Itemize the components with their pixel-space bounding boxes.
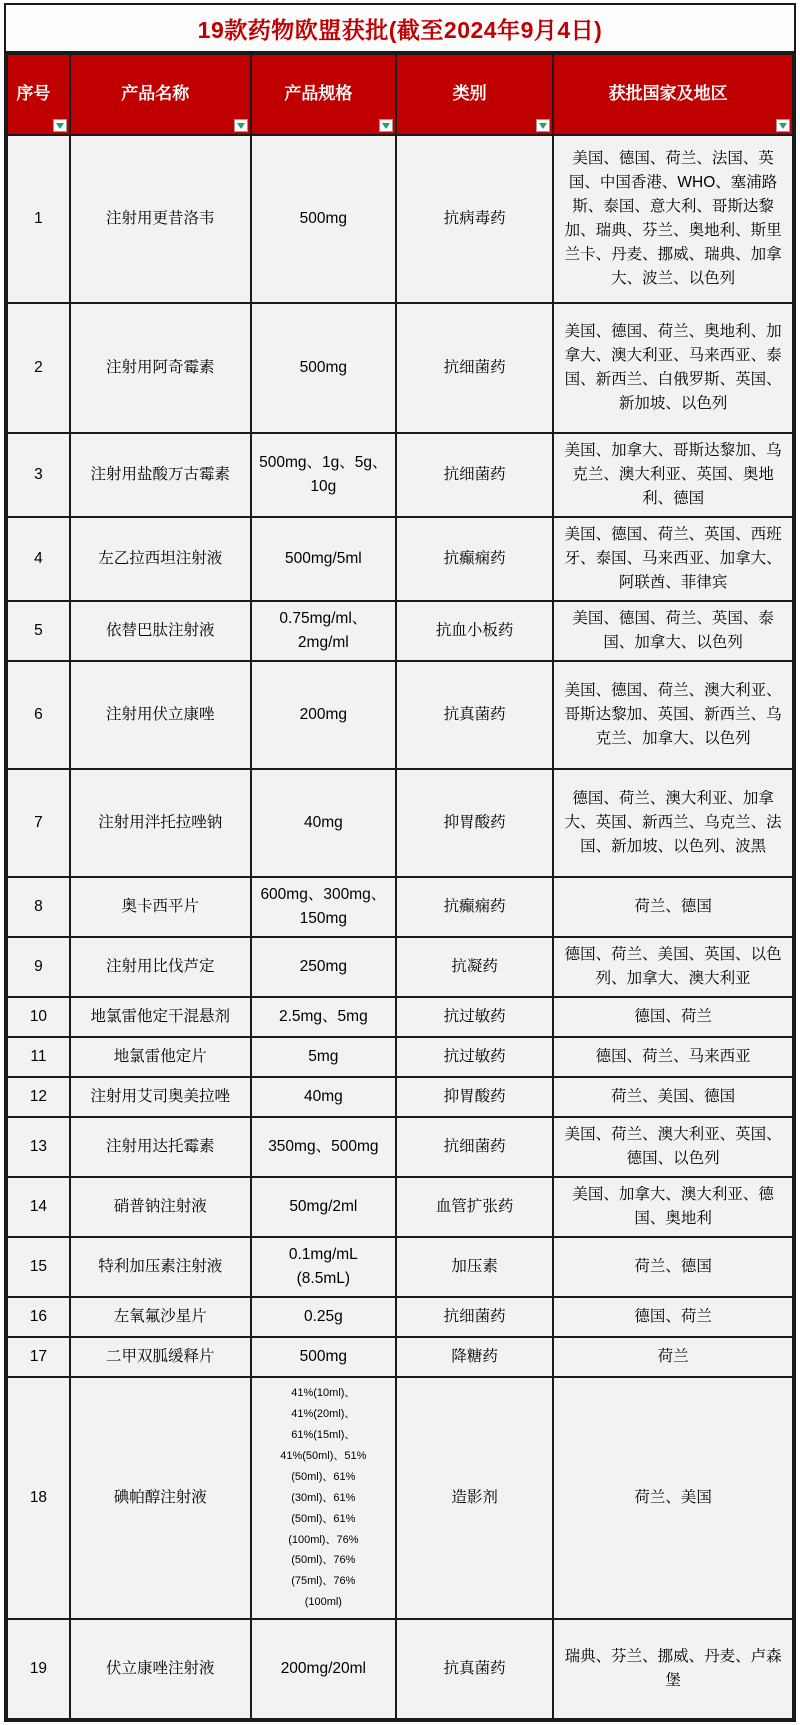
cell-regions: 荷兰、美国、德国 (553, 1077, 793, 1117)
cell-regions: 美国、加拿大、哥斯达黎加、乌克兰、澳大利亚、英国、奥地利、德国 (553, 433, 793, 517)
cell-category: 造影剂 (396, 1377, 553, 1619)
cell-product-spec: 0.75mg/ml、 2mg/ml (251, 601, 396, 661)
cell-regions: 德国、荷兰、澳大利亚、加拿大、英国、新西兰、乌克兰、法国、新加坡、以色列、波黑 (553, 769, 793, 877)
table-row (7, 1037, 793, 1077)
table-row (7, 997, 793, 1037)
cell-product-spec: 600mg、300mg、 150mg (251, 877, 396, 937)
cell-regions: 荷兰、德国 (553, 877, 793, 937)
table-row (7, 433, 793, 517)
cell-regions: 美国、荷兰、澳大利亚、英国、德国、以色列 (553, 1117, 793, 1177)
cell-category: 抗细菌药 (396, 433, 553, 517)
cell-category: 抗细菌药 (396, 1297, 553, 1337)
header-cell-regions (553, 54, 793, 135)
cell-product-name: 注射用盐酸万古霉素 (70, 433, 251, 517)
cell-product-spec: 500mg (251, 303, 396, 433)
cell-regions: 美国、德国、荷兰、法国、英国、中国香港、WHO、塞浦路斯、泰国、意大利、哥斯达黎加、瑞典、芬兰、奥地利、斯里兰卡、丹麦、挪威、瑞典、加拿大、波兰、以色列 (553, 135, 793, 303)
cell-product-name: 硝普钠注射液 (70, 1177, 251, 1237)
header-cell-name (70, 54, 251, 135)
cell-product-name: 地氯雷他定片 (70, 1037, 251, 1077)
cell-product-name: 注射用比伐芦定 (70, 937, 251, 997)
filter-dropdown-button[interactable] (234, 119, 248, 132)
cell-row-number: 1 (7, 135, 70, 303)
cell-category: 抗过敏药 (396, 1037, 553, 1077)
table-title: 19款药物欧盟获批(截至2024年9月4日) (197, 16, 603, 43)
table-title-band (6, 5, 794, 53)
cell-product-spec: 200mg/20ml (251, 1619, 396, 1719)
cell-product-name: 左氧氟沙星片 (70, 1297, 251, 1337)
cell-product-name: 奥卡西平片 (70, 877, 251, 937)
header-label-spec: 产品规格 (284, 84, 353, 103)
cell-product-spec: 2.5mg、5mg (251, 997, 396, 1037)
cell-category: 抗真菌药 (396, 1619, 553, 1719)
cell-row-number: 4 (7, 517, 70, 601)
cell-row-number: 16 (7, 1297, 70, 1337)
cell-category: 血管扩张药 (396, 1177, 553, 1237)
cell-product-name: 左乙拉西坦注射液 (70, 517, 251, 601)
table-row (7, 769, 793, 877)
cell-regions: 德国、荷兰、马来西亚 (553, 1037, 793, 1077)
cell-regions: 荷兰 (553, 1337, 793, 1377)
cell-regions: 瑞典、芬兰、挪威、丹麦、卢森堡 (553, 1619, 793, 1719)
drug-approval-table (4, 3, 796, 1722)
cell-regions: 美国、加拿大、澳大利亚、德国、奥地利 (553, 1177, 793, 1237)
table-row (7, 303, 793, 433)
header-cell-spec (251, 54, 396, 135)
filter-arrow-icon (779, 123, 787, 129)
table-row (7, 1237, 793, 1297)
filter-dropdown-button[interactable] (53, 119, 67, 132)
cell-product-spec: 50mg/2ml (251, 1177, 396, 1237)
cell-category: 抑胃酸药 (396, 769, 553, 877)
cell-row-number: 7 (7, 769, 70, 877)
cell-product-name: 地氯雷他定干混悬剂 (70, 997, 251, 1037)
cell-row-number: 8 (7, 877, 70, 937)
table-row (7, 937, 793, 997)
cell-product-spec: 40mg (251, 1077, 396, 1117)
cell-product-name: 依替巴肽注射液 (70, 601, 251, 661)
cell-row-number: 6 (7, 661, 70, 769)
cell-row-number: 3 (7, 433, 70, 517)
cell-category: 抗癫痫药 (396, 517, 553, 601)
cell-regions: 美国、德国、荷兰、奥地利、加拿大、澳大利亚、马来西亚、泰国、新西兰、白俄罗斯、英国、新加坡、以色列 (553, 303, 793, 433)
cell-regions: 美国、德国、荷兰、英国、西班牙、泰国、马来西亚、加拿大、阿联酋、菲律宾 (553, 517, 793, 601)
cell-product-name: 注射用达托霉素 (70, 1117, 251, 1177)
cell-product-spec: 500mg、1g、5g、10g (251, 433, 396, 517)
cell-regions: 美国、德国、荷兰、英国、泰国、加拿大、以色列 (553, 601, 793, 661)
cell-product-name: 碘帕醇注射液 (70, 1377, 251, 1619)
cell-category: 抗细菌药 (396, 1117, 553, 1177)
header-label-category: 类别 (452, 84, 487, 103)
cell-product-spec: 0.1mg/mL (8.5mL) (251, 1237, 396, 1297)
cell-product-spec: 0.25g (251, 1297, 396, 1337)
table-row (7, 601, 793, 661)
cell-regions: 德国、荷兰、美国、英国、以色列、加拿大、澳大利亚 (553, 937, 793, 997)
cell-product-spec: 41%(10ml)、 41%(20ml)、 61%(15ml)、 41%(50ml)、51% (50ml)、61% (30ml)、61% (50ml)、61% (100ml)、76% (50ml)、76% (75ml)、76% (100ml) (251, 1377, 396, 1619)
cell-product-spec: 500mg/5ml (251, 517, 396, 601)
cell-product-name: 伏立康唑注射液 (70, 1619, 251, 1719)
cell-row-number: 13 (7, 1117, 70, 1177)
cell-category: 抗病毒药 (396, 135, 553, 303)
table-row (7, 877, 793, 937)
cell-product-spec: 350mg、500mg (251, 1117, 396, 1177)
cell-product-name: 注射用泮托拉唑钠 (70, 769, 251, 877)
cell-row-number: 14 (7, 1177, 70, 1237)
table-body (7, 135, 793, 1719)
cell-regions: 德国、荷兰 (553, 1297, 793, 1337)
cell-regions: 荷兰、美国 (553, 1377, 793, 1619)
table-row (7, 1337, 793, 1377)
cell-row-number: 2 (7, 303, 70, 433)
cell-row-number: 19 (7, 1619, 70, 1719)
filter-arrow-icon (56, 123, 64, 129)
cell-category: 加压素 (396, 1237, 553, 1297)
cell-product-name: 注射用阿奇霉素 (70, 303, 251, 433)
table-row (7, 1619, 793, 1719)
approval-table (6, 53, 794, 1720)
filter-arrow-icon (539, 123, 547, 129)
table-row (7, 517, 793, 601)
table-row (7, 1117, 793, 1177)
header-cell-category (396, 54, 553, 135)
header-row (7, 54, 793, 135)
cell-row-number: 18 (7, 1377, 70, 1619)
cell-regions: 美国、德国、荷兰、澳大利亚、哥斯达黎加、英国、新西兰、乌克兰、加拿大、以色列 (553, 661, 793, 769)
cell-product-spec: 500mg (251, 1337, 396, 1377)
cell-product-name: 特利加压素注射液 (70, 1237, 251, 1297)
cell-row-number: 15 (7, 1237, 70, 1297)
cell-row-number: 11 (7, 1037, 70, 1077)
cell-product-spec: 500mg (251, 135, 396, 303)
cell-row-number: 17 (7, 1337, 70, 1377)
cell-regions: 德国、荷兰 (553, 997, 793, 1037)
table-row (7, 1077, 793, 1117)
filter-dropdown-button[interactable] (776, 119, 790, 132)
cell-product-spec: 200mg (251, 661, 396, 769)
cell-category: 抗血小板药 (396, 601, 553, 661)
table-row (7, 1177, 793, 1237)
cell-row-number: 10 (7, 997, 70, 1037)
table-row (7, 135, 793, 303)
cell-category: 抗过敏药 (396, 997, 553, 1037)
filter-dropdown-button[interactable] (379, 119, 393, 132)
cell-category: 抗癫痫药 (396, 877, 553, 937)
cell-category: 抗凝药 (396, 937, 553, 997)
cell-row-number: 5 (7, 601, 70, 661)
cell-regions: 荷兰、德国 (553, 1237, 793, 1297)
table-row (7, 1297, 793, 1337)
cell-category: 抗真菌药 (396, 661, 553, 769)
cell-product-name: 二甲双胍缓释片 (70, 1337, 251, 1377)
cell-product-name: 注射用艾司奥美拉唑 (70, 1077, 251, 1117)
cell-product-spec: 40mg (251, 769, 396, 877)
filter-dropdown-button[interactable] (536, 119, 550, 132)
cell-product-name: 注射用伏立康唑 (70, 661, 251, 769)
cell-product-name: 注射用更昔洛韦 (70, 135, 251, 303)
cell-product-spec: 5mg (251, 1037, 396, 1077)
cell-product-spec: 250mg (251, 937, 396, 997)
header-cell-no (7, 54, 70, 135)
table-row (7, 1377, 793, 1619)
cell-category: 抑胃酸药 (396, 1077, 553, 1117)
cell-row-number: 9 (7, 937, 70, 997)
cell-category: 降糖药 (396, 1337, 553, 1377)
filter-arrow-icon (382, 123, 390, 129)
cell-category: 抗细菌药 (396, 303, 553, 433)
header-label-regions: 获批国家及地区 (608, 84, 728, 103)
header-label-name: 产品名称 (121, 84, 190, 103)
table-row (7, 661, 793, 769)
header-label-no: 序号 (16, 84, 51, 103)
filter-arrow-icon (237, 123, 245, 129)
cell-row-number: 12 (7, 1077, 70, 1117)
